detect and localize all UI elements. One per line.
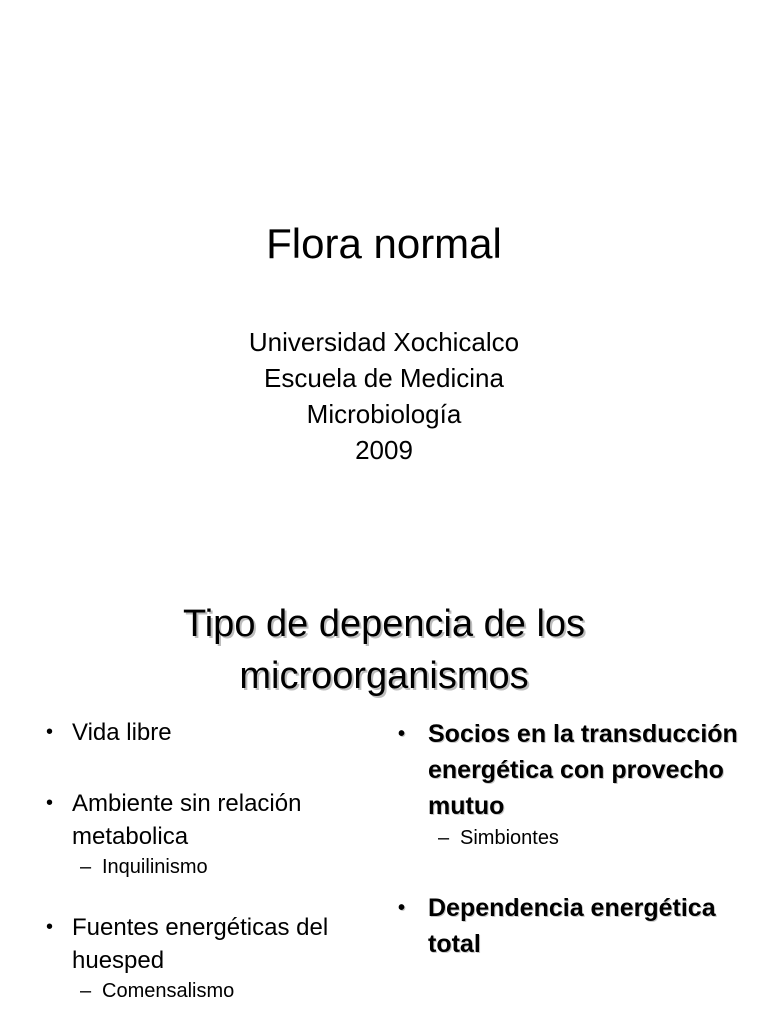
sub-item-text: Inquilinismo <box>102 856 208 878</box>
dash-icon: – <box>80 856 92 878</box>
slide-title: Flora normal <box>266 220 502 267</box>
sub-item-text: Simbiontes <box>460 827 559 849</box>
list-item <box>46 911 376 977</box>
sub-item <box>46 853 376 881</box>
sub-item-text: Comensalismo <box>102 980 235 1002</box>
bullet-icon: • <box>398 897 406 919</box>
left-column <box>46 716 376 1005</box>
bullet-icon: • <box>46 792 54 814</box>
bullet-icon: • <box>46 916 54 938</box>
bullet-icon: • <box>46 721 54 743</box>
sub-item <box>398 824 738 852</box>
dash-icon: – <box>438 827 450 849</box>
slide-subtitle <box>0 324 768 468</box>
list-item-text: Dependencia energética total <box>428 894 716 958</box>
subtitle-year: 2009 <box>355 435 413 465</box>
content-slide <box>0 576 768 1024</box>
right-column <box>398 716 738 962</box>
list-item-text: Fuentes energéticas del huesped <box>72 914 329 974</box>
list-item-text: Vida libre <box>72 719 172 746</box>
list-item <box>46 716 376 749</box>
list-item-text: Ambiente sin relación metabolica <box>72 790 302 850</box>
bullet-icon: • <box>398 723 406 745</box>
slide-heading <box>0 598 768 702</box>
dash-icon: – <box>80 980 92 1002</box>
list-item <box>398 716 738 824</box>
list-item <box>46 787 376 853</box>
list-item-text: Socios en la transducción energética con provecho mutuo <box>428 720 738 820</box>
subtitle-school: Escuela de Medicina <box>264 363 504 393</box>
sub-item <box>46 977 376 1005</box>
heading-line-2: microorganismos <box>239 655 529 697</box>
subtitle-course: Microbiología <box>306 399 462 429</box>
heading-line-1: Tipo de depencia de los <box>182 603 586 645</box>
subtitle-university: Universidad Xochicalco <box>248 327 520 357</box>
list-item <box>398 890 738 962</box>
